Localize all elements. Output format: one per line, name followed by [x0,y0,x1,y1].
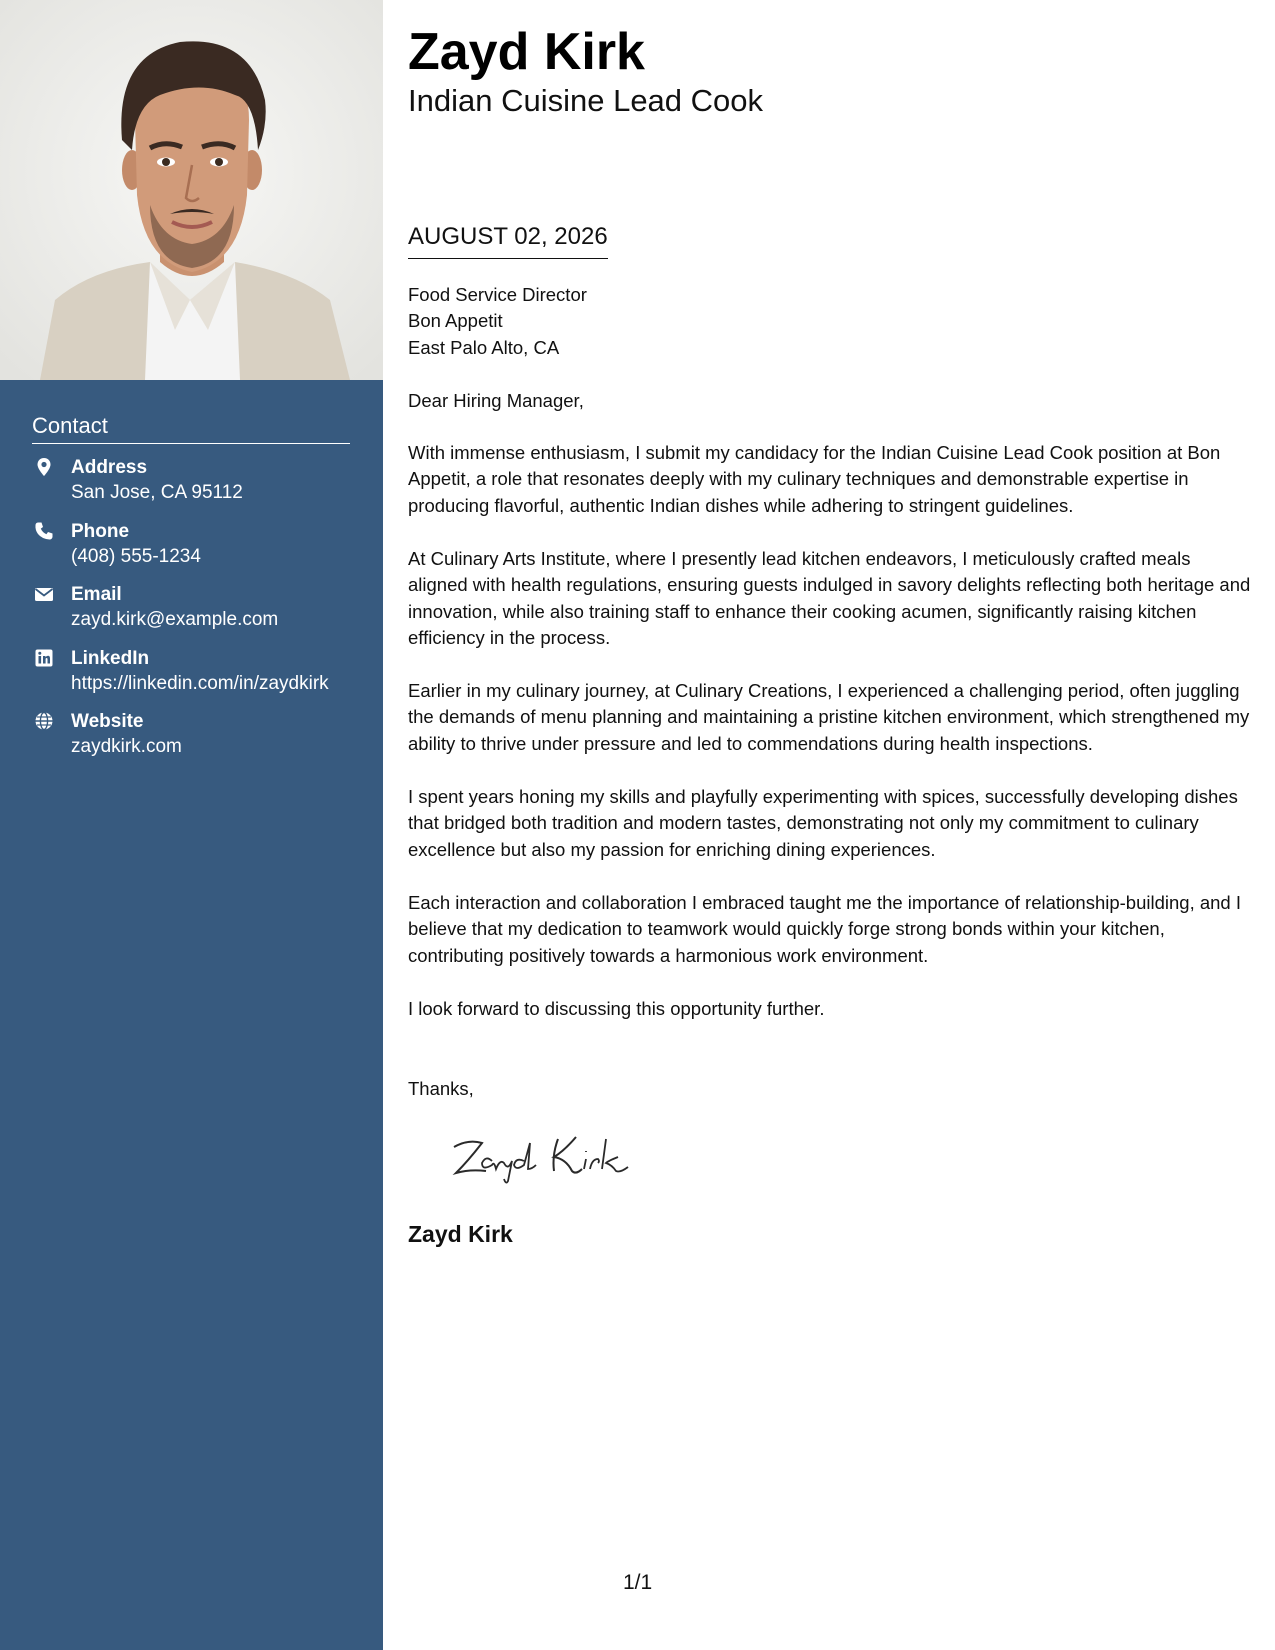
contact-list [32,456,372,774]
sidebar [0,0,383,1650]
contact-item-address [32,456,372,520]
letter-paragraph: At Culinary Arts Institute, where I presently lead kitchen endeavors, I meticulously crafted meals aligned with health regulations, ensuring guests indulged in savory delights reflecting both heritage and innovation, while also training staff to enhance their cooking acumen, significantly raising kitchen efficiency in the process. [408,548,1251,648]
phone-icon [34,521,54,541]
letter-paragraph: Each interaction and collaboration I embraced taught me the importance of relationship-building, and I believe that my dedication to teamwork would quickly forge strong bonds within your kitchen, contributing positively towards a harmonious work environment. [408,892,1242,966]
contact-label: Website [71,711,144,732]
recipient-line: East Palo Alto, CA [408,336,560,358]
contact-label: Phone [71,520,130,542]
letter-date: AUGUST 02, 2026 [408,222,608,259]
letter-paragraph: With immense enthusiasm, I submit my candidacy for the Indian Cuisine Lead Cook position at Bon Appetit, a role that resonates deeply with my culinary techniques and demonstrable expertise in producing flavorful, authentic Indian dishes while adhering to stringent guidelines. [408,442,1221,516]
page-number: 1/1 [623,1571,653,1594]
recipient-line: Food Service Director [408,284,587,305]
contact-label: LinkedIn [71,647,150,669]
contact-item-phone [32,520,372,584]
map-pin-icon [34,457,54,477]
contact-item-website [32,710,372,774]
applicant-name: Zayd Kirk [408,23,645,81]
website-value[interactable]: zaydkirk.com [71,736,182,757]
salutation: Dear Hiring Manager, [408,390,584,411]
envelope-icon [34,584,54,604]
contact-label: Address [71,457,148,478]
letter-paragraph: I spent years honing my skills and playfully experimenting with spices, successfully developing dishes that bridged both tradition and modern tastes, demonstrating not only my commitment to culinary excellence but also my passion for enriching dining experiences. [408,786,1238,860]
letter-paragraph: Earlier in my culinary journey, at Culinary Creations, I experienced a challenging period, often juggling the demands of menu planning and maintaining a pristine kitchen environment, which strengthened my ability to thrive under pressure and led to commendations during health inspections. [408,680,1250,754]
signed-name: Zayd Kirk [408,1221,513,1247]
address-value: San Jose, CA 95112 [71,482,243,503]
recipient-block [408,282,1253,361]
closing: Thanks, [408,1078,474,1099]
profile-photo [0,0,383,380]
contact-item-linkedin [32,647,372,711]
letter-paragraph: I look forward to discussing this opportunity further. [408,998,825,1019]
linkedin-icon [34,648,54,668]
phone-value[interactable]: (408) 555-1234 [71,545,201,567]
contact-heading: Contact [32,412,350,444]
handwritten-signature [448,1125,648,1185]
job-title: Indian Cuisine Lead Cook [408,83,764,118]
globe-icon [34,711,54,731]
recipient-line: Bon Appetit [408,310,503,332]
contact-item-email [32,583,372,647]
contact-label: Email [71,584,122,605]
email-value[interactable]: zayd.kirk@example.com [71,609,279,630]
linkedin-value[interactable]: https://linkedin.com/in/zaydkirk [71,672,329,694]
